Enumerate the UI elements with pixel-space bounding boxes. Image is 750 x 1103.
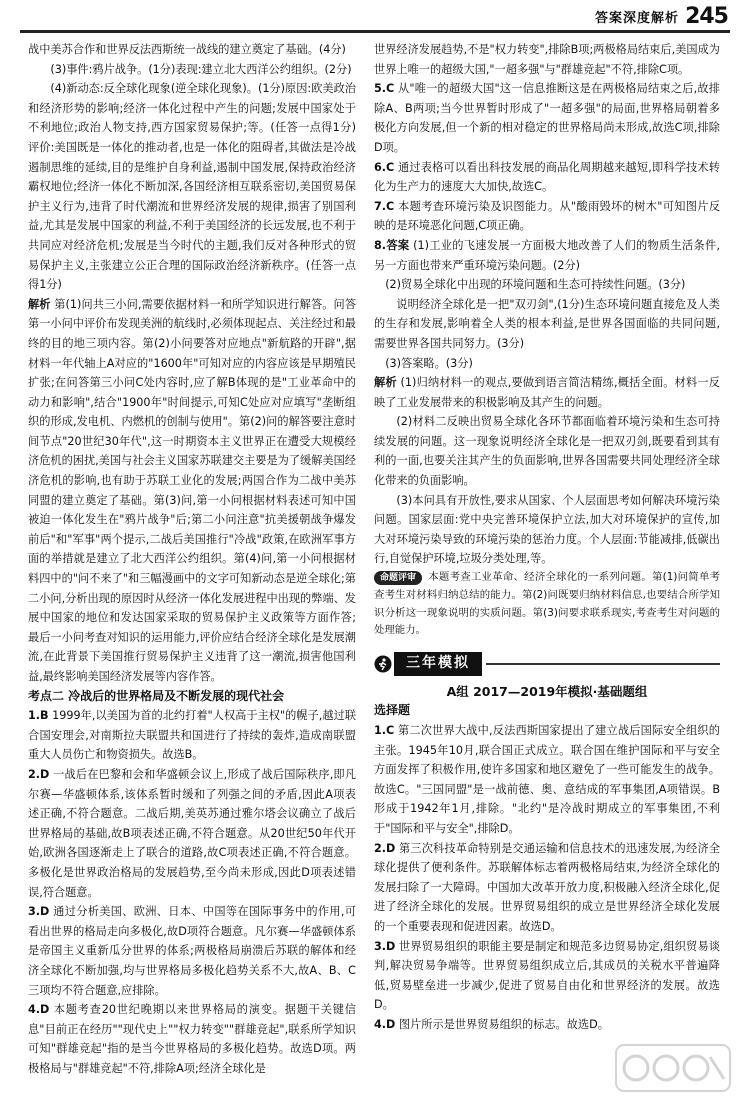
item-text: 世界贸易组织的职能主要是制定和规范多边贸易协定,组织贸易谈判,解决贸易争端等。世界贸易组织成立后,其成员的关税水平普遍降低,贸易壁垒进一步减少,促进了贸易自由化和世界经济的发展。故选D。 — [374, 939, 721, 1012]
list-item — [28, 1000, 356, 1078]
item-number: 4.D — [28, 1003, 50, 1017]
item-text: 从"唯一的超级大国"这一信息推断这是在两极格局结束之后,故排除A、B两项;当今世界暂时形成了"一超多强"的局面,世界格局朝着多极化方向发展,但一个新的相对稳定的世界格局尚未形成,故选C项,排除D项。 — [374, 82, 720, 154]
list-item — [374, 937, 720, 1015]
runner-icon — [374, 655, 392, 673]
analysis-text: (1)归纳材料一的观点,要做到语言简洁精练,概括全面。材料一反映了工业发展带来的积极影响及其产生的问题。 — [374, 376, 720, 409]
review-note — [374, 569, 720, 640]
item-text: 一战后在巴黎和会和华盛顿会议上,形成了战后国际秩序,即凡尔赛—华盛顿体系,该体系暂时缓和了列强之间的矛盾,因此A项表述正确,不符合题意。二战后期,美英苏通过雅尔塔会议确立了战后世界格局的基础,故B项表述正确,不符合题意。从20世纪50年代开始,欧洲各国逐渐走上了联合的道路,故C项表述正确,不符合题意。多极化是世界政治格局的发展趋势,至今尚未形成,因此D项表述错误,符合题意。 — [28, 767, 356, 899]
choice-title: 选择题 — [374, 703, 411, 718]
right-column — [374, 40, 720, 1035]
item-number: 1.C — [374, 724, 395, 737]
item-number: 3.D — [28, 905, 50, 919]
item-number: 4.D — [374, 1017, 396, 1031]
list-item — [374, 158, 720, 197]
item-number: 2.D — [28, 767, 50, 781]
answer-paragraph: 战中美苏合作和世界反法西斯统一战线的建立奠定了基础。(4分) — [28, 43, 346, 56]
answer-part: (3)答案略。(3分) — [385, 356, 473, 370]
item-text: 图片所示是世界贸易组织的标志。故选D。 — [398, 1017, 609, 1031]
item-number: 1.B — [28, 709, 49, 723]
item-text: 通过分析美国、欧洲、日本、中国等在国际事务中的作用,可看出世界的格局走向多极化,故D项符合题意。凡尔赛—华盛顿体系是帝国主义重新瓜分世界的体系;两极格局崩溃后苏联的解体和经济全球化不断加强,均与世界格局多极化趋势关系不大,故A、B、C三项均不符合题意,应排除。 — [28, 905, 357, 997]
list-item — [374, 236, 720, 275]
list-item — [28, 706, 356, 765]
item-text: 第二次世界大战中,反法西斯国家提出了建立战后国际安全组织的主张。1945年10月,联合国正式成立。联合国在维护国际和平与安全方面发挥了积极作用,使许多国家和地区避免了一些可能发生的战争。故选C。"三国同盟"是一战前德、奥、意结成的军事集团,A项错误。B形成于1942年1月,排除。"北约"是冷战时期成立的军事集团,不利于"国际和平与安全",排除D。 — [374, 724, 720, 835]
item-number: 2.D — [374, 841, 396, 855]
review-text: 本题考查工业革命、经济全球化的一系列问题。第(1)问简单考查考生对材料归纳总结的能力。第(2)问既要归纳材料信息,也要结合所学知识分析这一现象说明的实质问题。第(3)问要求联系现实,考查考生对问题的处理能力。 — [374, 571, 720, 637]
watermark-logo — [614, 1041, 732, 1095]
group-title: A组 2017—2019年模拟·基础题组 — [446, 683, 648, 699]
review-tag: 命题评审 — [374, 571, 422, 585]
item-text: 通过表格可以看出科技发展的商品化周期越来越短,即科学技术转化为生产力的速度大大加快,故选C。 — [374, 160, 720, 194]
item-text: 本题考查环境污染及识图能力。从"酸雨毁坏的树木"可知图片反映的是环境恶化问题,C项正确。 — [374, 199, 721, 233]
list-item — [28, 765, 356, 902]
header-title: 答案深度解析 — [595, 11, 680, 26]
answer-paragraph: (4)新动态:反全球化现象(逆全球化现象)。(1分)原因:欧美政治和经济形势的影响;经济一体化过程中产生的问题;发展中国家处于不利地位;政治人物支持,西方国家贸易保护;等。(任答一点得1分)评价:美国既是一体化的推动者,也是一体化的阻碍者,其做法是冷战遏制思维的延续,目的是维护自身利益,遏制中国发展,保持政治经济霸权地位;经济一体化不断加深,各国经济相互联系密切,美国贸易保护主义行为,违背了时代潮流和世界经济发展的规律,损害了别国利益,尤其是发展中国家的利益,不利于美国经济的长远发展,也不利于共同应对经济危机;发展是当今时代的主题,我们反对各种形式的贸易保护主义,主张建立公正合理的国际政治经济新秩序。(任答一点得1分) — [28, 82, 356, 292]
analysis-paragraph — [374, 373, 720, 412]
list-item — [374, 839, 720, 937]
list-item — [374, 721, 720, 839]
page-number: 245 — [685, 4, 728, 29]
item-text: 本题考查20世纪晚期以来世界格局的演变。据题干关键信息"目前正在经历""现代史上""权力转变""群雄竞起",联系所学知识可知"群雄竞起"指的是当今世界格局的多极化趋势。故选D项。两极格局与"群雄竞起"不符,排除A项;经济全球化是 — [28, 1003, 356, 1075]
analysis-paragraph: (2)材料二反映出贸易全球化各环节都面临着环境污染和生态可持续发展的问题。这一现象说明经济全球化是一把双刃剑,既要看到其有利的一面,也要关注其产生的负面影响,世界各国需要共同处理经济全球化带来的负面影响。 — [374, 415, 720, 488]
item-text: 第三次科技革命特别是交通运输和信息技术的迅速发展,为经济全球化提供了便利条件。苏联解体标志着两极格局结束,为经济全球化的发展扫除了一大障碍。中国加大改革开放力度,积极融入经济全球化,促进了经济全球化的发展。世界贸易组织的成立是世界经济全球化发展的一个重要表现和促进因素。故选D。 — [374, 841, 721, 933]
item-number: 5.C — [374, 82, 395, 96]
list-item — [374, 197, 720, 236]
item-number: 3.D — [374, 939, 396, 953]
analysis-label: 解析 — [374, 376, 397, 390]
answer-paragraph: (3)事件:鸦片战争。(1分)表现:建立北大西洋公约组织。(2分) — [50, 62, 352, 76]
analysis-label: 解析 — [28, 297, 51, 311]
list-item — [374, 1015, 720, 1035]
answer-part: 说明经济全球化是一把"双刃剑",(1分)生态环境问题直接危及人类的生存和发展,影响着全人类的根本利益,是世界各国面临的共同问题,需要世界各国共同努力。(3分) — [374, 297, 720, 350]
analysis-paragraph: (3)本问具有开放性,要求从国家、个人层面思考如何解决环境污染问题。国家层面:党中央完善环境保护立法,加大对环境保护的宣传,加大对环境污染导致的环境污染的惩治力度。个人层面:节能减排,低碳出行,自觉保护环境,垃圾分类处理,等。 — [374, 493, 720, 566]
continued-text: 世界经济发展趋势,不是"权力转变",排除B项;两极格局结束后,美国成为世界上唯一的超级大国,"一超多强"与"群雄竞起"不符,排除C项。 — [374, 43, 720, 76]
analysis-text: 第(1)问共三小问,需要依据材料一和所学知识进行解答。问答第一小问中评价布发现美洲的航线时,必须体现起点、关注经过和最终的目的地三项内容。第(2)小问要答对应地点"新航路的开辟",据材料一年代轴上A对应的"1600年"可知对应的内容应该是早期殖民扩张;在问答第三小问C处内容时,应了解B体现的是"工业革命中的动力和影响",结合"1900年"时间提示,可知C处应对应填写"垄断组织的形成,发电机、内燃机的创制与使用"。第(2)问的解答要注意时间节点"20世纪30年代",这一时期资本主义世界正在遭受大规模经济危机的困扰,美国与社会主义国家苏联建交主要是为了缓解美国经济危机的影响,也有助于苏联工业化的发展;两国合作为二战中美苏同盟的建立奠定了基础。第(3)问,第一小问根据材料表述可知中国被迫一体化发生在"鸦片战争"后;第二小问注意"抗美援朝战争爆发前后"和"军事"两个提示,二战后美国推行"冷战"政策,在欧洲军事方面的举措就是建立了北大西洋公约组织。第(4)问,第一小问根据材料四中的"问不来了"和三幅漫画中的文字可知新动态是逆全球化;第二小问,分析出现的原因时从经济一体化发展进程中出现的弊端、发展中国家的地位和发达国家采取的贸易保护主义政策等方面作答;最后一小问考查对知识的运用能力,评价应结合经济全球化是发展潮流,在此背景下美国推行贸易保护主义违背了这一潮流,损害他国利益,最终影响美国经济发展等内容作答。 — [28, 297, 357, 683]
item-number: 7.C — [374, 199, 395, 213]
list-item — [374, 79, 720, 157]
section-title: 考点二 冷战后的世界格局及不断发展的现代社会 — [28, 688, 285, 703]
item-number: 6.C — [374, 160, 395, 174]
header-rule — [20, 30, 730, 33]
band-line — [486, 663, 720, 665]
page-header — [595, 4, 728, 29]
analysis-paragraph — [28, 295, 356, 687]
answer-part: (2)贸易全球化中出现的环境问题和生态可持续性问题。(3分) — [385, 278, 686, 292]
list-item — [28, 902, 356, 1000]
item-text: 1999年,以美国为首的北约打着"人权高于主权"的幌子,越过联合国安理会,对南斯拉夫联盟共和国进行了持续的轰炸,造成南联盟重大人员伤亡和物资损失。故选B。 — [28, 709, 356, 762]
item-text: (1)工业的飞速发展一方面极大地改善了人们的物质生活条件,另一方面也带来严重环境污染问题。(2分) — [374, 238, 720, 272]
band-label: 三年模拟 — [394, 652, 482, 676]
item-number: 8.答案 — [374, 238, 410, 252]
left-column — [28, 40, 356, 1078]
section-band — [374, 652, 720, 676]
